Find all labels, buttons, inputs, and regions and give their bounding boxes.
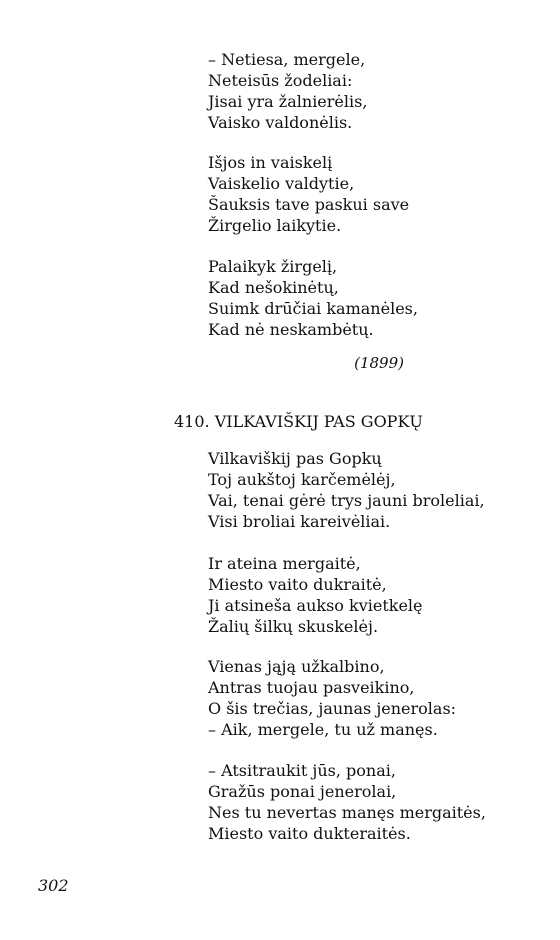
poem-line: Vienas jąją užkalbino, (208, 657, 385, 676)
poem-line: Palaikyk žirgelį, (208, 257, 338, 276)
poem-line: – Netiesa, mergele, (208, 50, 366, 69)
poem-line: Antras tuojau pasveikino, (208, 678, 415, 697)
section-title: 410. VILKAVIŠKIJ PAS GOPKŲ (174, 412, 423, 431)
poem-line: Kad nė neskambėtų. (208, 320, 374, 339)
poem-line: Ji atsineša aukso kvietkelę (208, 596, 423, 615)
poem-line: Vaiskelio valdytie, (208, 174, 355, 193)
page-number: 302 (38, 876, 69, 895)
poem-line: Toj aukštoj karčemėlėj, (208, 470, 396, 489)
poem-line: Miesto vaito dukraitė, (208, 575, 387, 594)
poem-stanza (208, 49, 538, 133)
poem-line: Jisai yra žalnierėlis, (208, 92, 368, 111)
poem-line: Žalių šilkų skuskelėj. (208, 617, 379, 636)
poem-stanza (208, 656, 538, 740)
poem-stanza (208, 256, 538, 340)
poem-line: Žirgelio laikytie. (208, 216, 342, 235)
poem-line: Šauksis tave paskui save (208, 195, 410, 214)
poem-line: Išjos in vaiskelį (208, 153, 333, 172)
poem-stanza (208, 553, 538, 637)
poem-line: Ir ateina mergaitė, (208, 554, 361, 573)
poem-line: Visi broliai kareivėliai. (208, 512, 391, 531)
poem-line: Vaisko valdonėlis. (208, 113, 353, 132)
poem-line: Kad nešokinėtų, (208, 278, 339, 297)
poem-stanza (208, 448, 538, 532)
poem-line: – Atsitraukit jūs, ponai, (208, 761, 396, 780)
poem-date: (1899) (354, 354, 404, 372)
poem-line: Miesto vaito dukteraitės. (208, 824, 411, 843)
poem-line: Gražūs ponai jenerolai, (208, 782, 397, 801)
poem-line: Suimk drūčiai kamanėles, (208, 299, 418, 318)
poem-stanza (208, 152, 538, 236)
poem-line: O šis trečias, jaunas jenerolas: (208, 699, 457, 718)
poem-line: Nes tu nevertas manęs mergaitės, (208, 803, 486, 822)
poem-line: – Aik, mergele, tu už manęs. (208, 720, 438, 739)
poem-line: Vai, tenai gėrė trys jauni broleliai, (208, 491, 485, 510)
poem-line: Neteisūs žodeliai: (208, 71, 353, 90)
poem-stanza (208, 760, 538, 844)
poem-line: Vilkaviškij pas Gopkų (208, 449, 382, 468)
